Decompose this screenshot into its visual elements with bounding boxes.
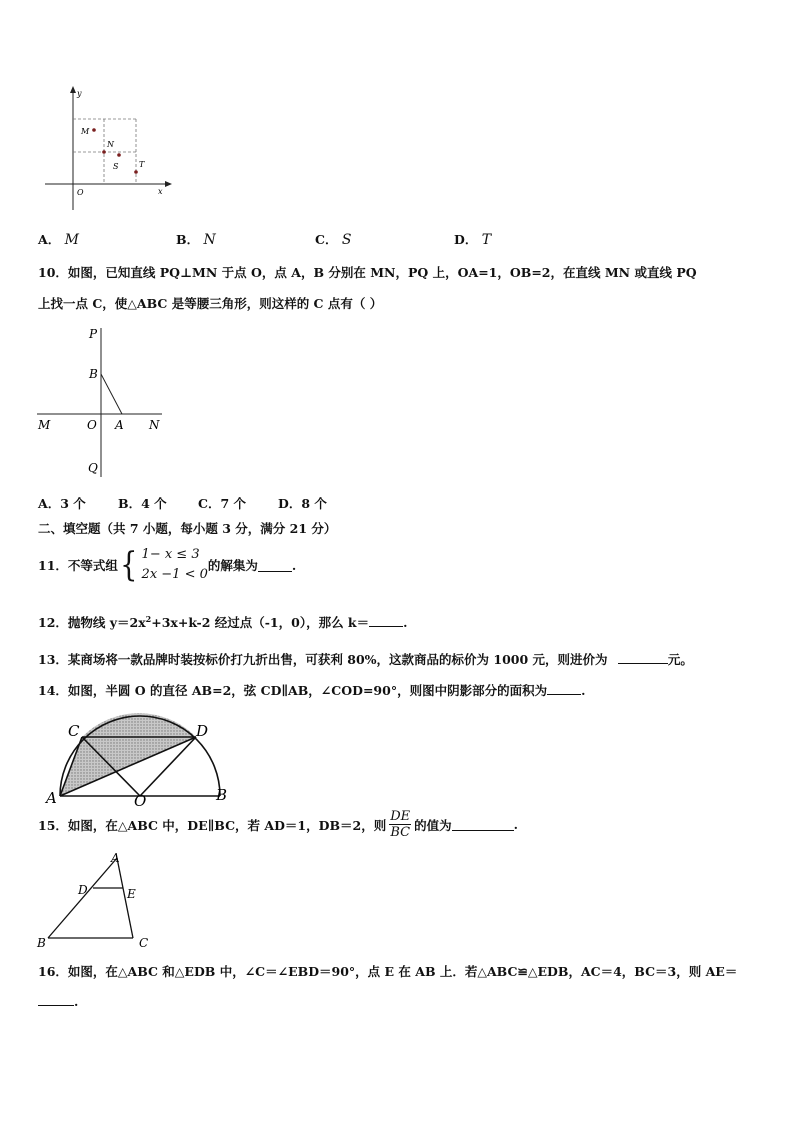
x-axis-arrow bbox=[165, 181, 172, 187]
q11 bbox=[38, 545, 296, 585]
q13-end: 元。 bbox=[667, 652, 693, 667]
label-b: B bbox=[37, 936, 46, 950]
y-label: y bbox=[77, 89, 82, 98]
q14 bbox=[38, 681, 585, 699]
label-m: M bbox=[81, 127, 90, 136]
q12 bbox=[38, 613, 407, 631]
y-axis-arrow bbox=[70, 86, 76, 93]
q14-text: 14．如图，半圆 O 的直径 AB=2，弦 CD∥AB，∠COD=90°，则图中阴影部分的面积为 bbox=[38, 683, 548, 698]
q11-inequality-2: 2x −1 < 0 bbox=[141, 567, 208, 582]
label-c: C bbox=[139, 936, 149, 950]
q10-option-c: C．7 个 bbox=[198, 496, 246, 511]
q10-figure bbox=[35, 322, 170, 482]
q11-inequality-1: 1− x ≤ 3 bbox=[141, 547, 200, 562]
label-a: A bbox=[46, 789, 57, 807]
q11-suffix: 的解集为 bbox=[207, 558, 258, 573]
point-s bbox=[117, 153, 121, 157]
q15-end: . bbox=[513, 817, 519, 832]
q11-inequality-system bbox=[118, 545, 208, 585]
segment-ba bbox=[101, 374, 122, 414]
label-d: D bbox=[196, 722, 209, 740]
q14-semicircle-figure bbox=[38, 703, 238, 813]
side-ab bbox=[48, 858, 117, 938]
section2-title: 二、填空题（共 7 小题，每小题 3 分，满分 21 分） bbox=[38, 521, 337, 536]
label-a: A bbox=[115, 418, 124, 432]
q15-prefix: 15．如图，在△ABC 中，DE∥BC，若 AD＝1，DB＝2，则 bbox=[38, 817, 387, 833]
q9-option-a: A． M bbox=[38, 232, 79, 248]
label-p: P bbox=[89, 327, 98, 341]
q9-option-b: B． N bbox=[176, 232, 216, 248]
q12-answer-blank[interactable] bbox=[369, 614, 403, 627]
q9-coordinate-figure bbox=[40, 85, 175, 215]
q15-answer-blank[interactable] bbox=[452, 818, 514, 831]
label-e: E bbox=[127, 887, 136, 901]
q10-option-b: B．4 个 bbox=[118, 496, 167, 511]
q15-fraction bbox=[389, 809, 411, 840]
point-n bbox=[102, 150, 106, 154]
q14-end: . bbox=[581, 683, 586, 698]
q11-prefix: 11．不等式组 bbox=[38, 558, 118, 573]
q12-end: . bbox=[403, 615, 408, 630]
q10-line1: 10．如图，已知直线 PQ⊥MN 于点 O，点 A，B 分别在 MN，PQ 上，OA=1，OB=2，在直线 MN 或直线 PQ bbox=[38, 265, 697, 280]
label-c: C bbox=[68, 722, 80, 740]
q13-text: 13．某商场将一款品牌时装按标价打九折出售，可获利 80%，这款商品的标价为 1000 元，则进价为 bbox=[38, 652, 608, 667]
label-q: Q bbox=[88, 461, 98, 475]
q14-answer-blank[interactable] bbox=[547, 682, 581, 695]
q11-end: . bbox=[291, 557, 297, 573]
label-t: T bbox=[139, 160, 145, 169]
label-o: O bbox=[87, 418, 97, 432]
q9-option-d: D． T bbox=[454, 232, 492, 248]
label-b: B bbox=[216, 786, 228, 804]
label-d: D bbox=[78, 883, 88, 897]
q12-middle: +3x+k-2 经过点（-1，0），那么 k＝ bbox=[151, 615, 370, 630]
q16-line2 bbox=[38, 993, 78, 1009]
label-n: N bbox=[107, 140, 114, 149]
q13-answer-blank[interactable] bbox=[618, 651, 668, 664]
q16-answer-blank[interactable] bbox=[38, 993, 74, 1006]
point-t bbox=[134, 170, 138, 174]
brace-icon: { bbox=[120, 545, 138, 585]
label-b: B bbox=[89, 367, 98, 381]
q12-prefix: 12．抛物线 y＝2x bbox=[38, 615, 146, 630]
point-m bbox=[92, 128, 96, 132]
label-m: M bbox=[38, 418, 51, 432]
label-s: S bbox=[113, 162, 119, 171]
q15 bbox=[38, 809, 518, 840]
q10-option-d: D．8 个 bbox=[278, 496, 327, 511]
x-label: x bbox=[158, 187, 163, 196]
q16-end: . bbox=[74, 994, 79, 1009]
q10-line2: 上找一点 C，使△ABC 是等腰三角形，则这样的 C 点有（ ） bbox=[38, 296, 383, 311]
q12-exponent: 2 bbox=[145, 613, 152, 624]
label-o: O bbox=[134, 792, 147, 810]
label-n: N bbox=[149, 418, 160, 432]
q15-suffix: 的值为 bbox=[414, 817, 452, 833]
q9-option-c: C． S bbox=[315, 232, 352, 248]
q15-denominator: BC bbox=[390, 825, 411, 840]
q15-numerator: DE bbox=[390, 809, 411, 824]
label-a: A bbox=[111, 851, 120, 865]
q11-answer-blank[interactable] bbox=[258, 559, 292, 572]
origin-label: O bbox=[77, 188, 84, 197]
q16-line1: 16．如图，在△ABC 和△EDB 中，∠C＝∠EBD＝90°，点 E 在 AB 上．若△ABC≌△EDB，AC＝4，BC＝3，则 AE＝ bbox=[38, 964, 738, 979]
q15-triangle-figure bbox=[35, 848, 155, 953]
q13 bbox=[38, 650, 693, 668]
q10-option-a: A．3 个 bbox=[38, 496, 86, 511]
